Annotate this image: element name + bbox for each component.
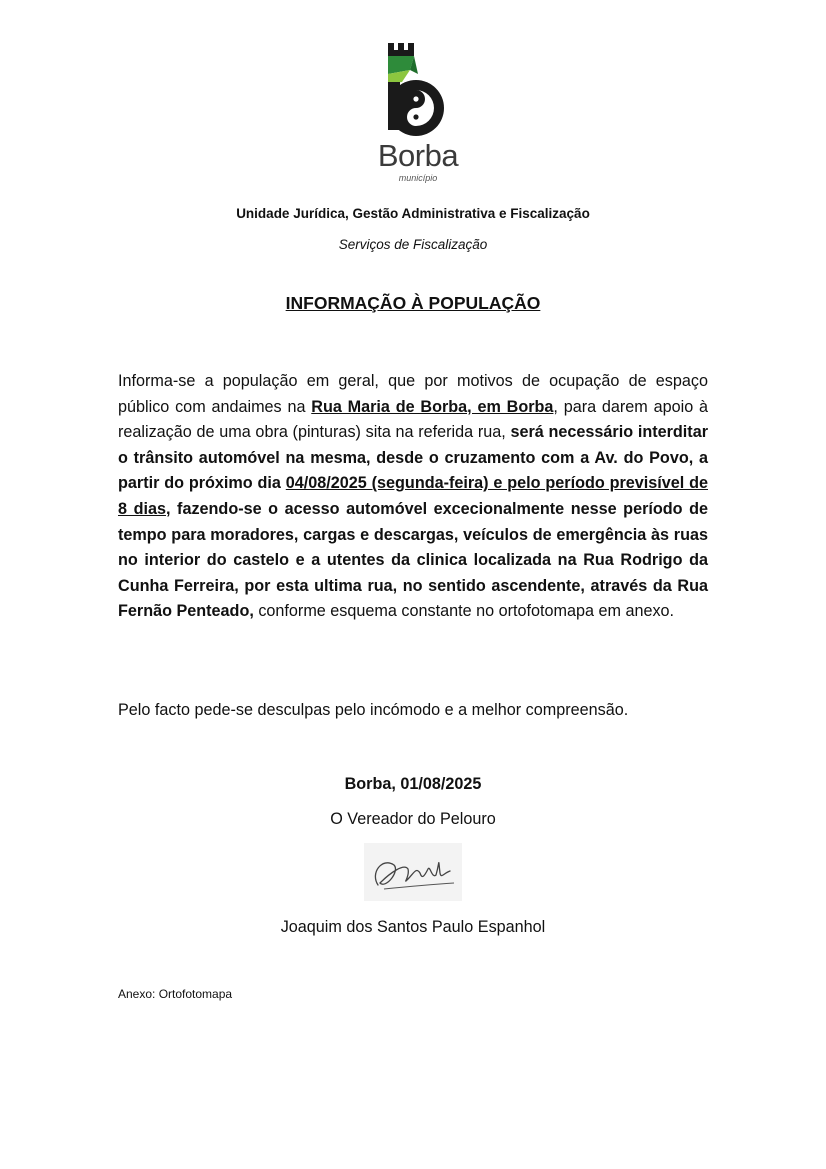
place-date: Borba, 01/08/2025 — [344, 775, 482, 793]
main-paragraph — [118, 369, 708, 625]
paragraph-text-2: , para darem apoio à realização de uma obra (pinturas) sita na referida rua, — [118, 397, 708, 442]
logo-wordmark: Borba — [377, 138, 459, 173]
service-subheading: Serviços de Fiscalização — [338, 237, 488, 252]
paragraph-bold-1: será necessário interditar o trânsito automóvel na mesma, desde o cruzamento com a Av. do Povo, a partir do próximo dia — [118, 423, 708, 493]
document-title — [0, 293, 826, 314]
paragraph-text-3: conforme esquema constante no ortofotomapa em anexo. — [253, 602, 675, 621]
department-heading: Unidade Jurídica, Gestão Administrativa e Fiscalização — [236, 206, 590, 221]
borba-logo — [372, 40, 464, 188]
document-title-text: INFORMAÇÃO À POPULAÇÃO — [285, 293, 541, 313]
logo-subtitle: município — [398, 173, 438, 183]
apology-text: Pelo facto pede-se desculpas pelo incómodo e a melhor compreensão. — [118, 701, 629, 719]
street-name: Rua Maria de Borba, em Borba — [311, 397, 554, 416]
paragraph-bold-2: , fazendo-se o acesso automóvel excecionalmente nesse período de tempo para moradores, cargas e descargas, veículos de emergência às ruas no interior do castelo e a utentes da clinica localizada na Rua Rodrigo da Cunha Ferreira, por esta ultima rua, no sentido ascendente, através da Rua Fernão Penteado, — [118, 499, 708, 621]
signer-role: O Vereador do Pelouro — [330, 810, 496, 828]
paragraph-text-1: Informa-se a população em geral, que por motivos de ocupação de espaço público com andaimes na — [118, 372, 708, 416]
annex-note: Anexo: Ortofotomapa — [118, 987, 233, 1001]
signature-image — [364, 843, 462, 901]
closure-period: 04/08/2025 (segunda-feira) e pelo período previsível de 8 dias — [118, 474, 709, 518]
signer-name: Joaquim dos Santos Paulo Espanhol — [280, 918, 546, 936]
